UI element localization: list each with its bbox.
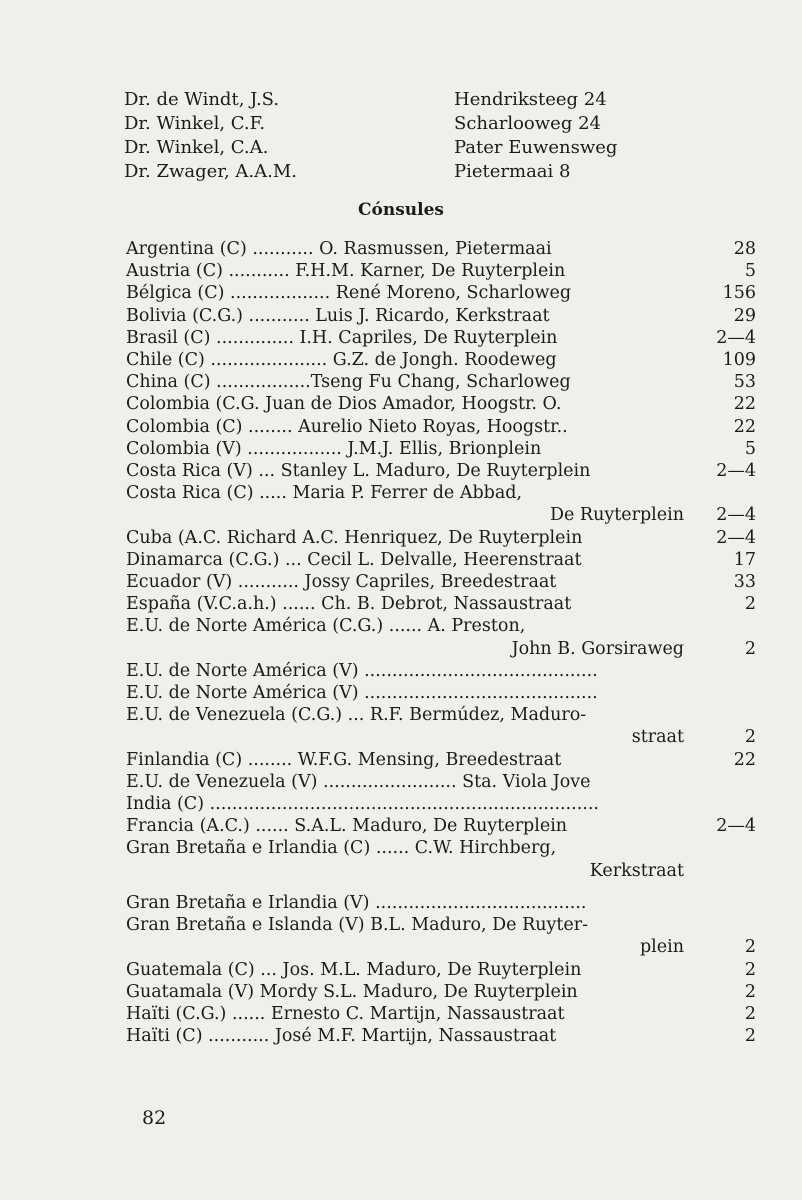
consul-row	[126, 549, 756, 571]
consul-row	[126, 660, 756, 682]
consul-house-number: 2	[744, 1003, 756, 1024]
consul-house-number: 2	[744, 594, 756, 615]
consul-entry-text: India (C) ......................................................................	[126, 794, 599, 815]
consul-row	[126, 282, 756, 304]
consul-entry-text: Colombia (C.G. Juan de Dios Amador, Hoogstr. O.	[126, 394, 562, 415]
consul-house-number: 28	[733, 239, 756, 259]
consul-row	[126, 892, 756, 914]
consul-house-number: 156	[722, 283, 756, 304]
consul-house-number: 2	[744, 937, 756, 958]
consul-house-number: 5	[744, 261, 756, 282]
consul-row	[126, 305, 756, 327]
consul-entry-text: E.U. de Venezuela (C.G.) ... R.F. Bermúdez, Maduro-	[126, 705, 587, 726]
consul-row	[126, 460, 756, 482]
consul-entry-text: Finlandia (C) ........ W.F.G. Mensing, Breedestraat	[126, 749, 562, 770]
doctor-name: Dr. Winkel, C.A.	[124, 137, 269, 158]
consul-row-continuation	[126, 936, 756, 958]
consul-row	[126, 1003, 756, 1025]
doctor-row	[124, 160, 684, 184]
consul-entry-text: Francia (A.C.) ...... S.A.L. Maduro, De Ruyterplein	[126, 816, 568, 837]
consul-row	[126, 682, 756, 704]
section-heading: Cónsules	[357, 200, 444, 220]
consul-row	[126, 704, 756, 726]
consul-row-continuation	[126, 638, 756, 660]
consul-house-number: 17	[733, 549, 756, 570]
consul-entry-text: Chile (C) ..................... G.Z. de Jongh. Roodeweg	[126, 350, 557, 371]
consul-entry-text: Costa Rica (V) ... Stanley L. Maduro, De Ruyterplein	[126, 461, 591, 482]
consul-row	[126, 438, 756, 460]
consul-entry-text: Haïti (C) ........... José M.F. Martijn, Nassaustraat	[126, 1026, 557, 1047]
consul-row	[126, 815, 756, 837]
consul-entry-text: Austria (C) ........... F.H.M. Karner, De Ruyterplein	[126, 261, 566, 282]
consul-entry-text: Haïti (C.G.) ...... Ernesto C. Martijn, Nassaustraat	[126, 1003, 565, 1024]
consul-house-number: 2	[744, 727, 756, 748]
consul-row	[126, 349, 756, 371]
consul-house-number: 22	[733, 749, 756, 770]
consul-row	[126, 393, 756, 415]
doctor-address: Pater Euwensweg	[454, 137, 618, 158]
consul-row	[126, 260, 756, 282]
consul-entry-text: China (C) .................Tseng Fu Chang, Scharloweg	[126, 372, 571, 393]
consul-row	[126, 914, 756, 936]
consul-house-number: 5	[744, 438, 756, 459]
doctor-name: Dr. Winkel, C.F.	[124, 113, 266, 134]
doctor-address: Pietermaai 8	[454, 161, 571, 182]
consul-row	[126, 771, 756, 793]
consul-entry-text: Bolivia (C.G.) ........... Luis J. Ricardo, Kerkstraat	[126, 305, 550, 326]
consul-entry-text: De Ruyterplein	[549, 505, 684, 526]
doctor-row	[124, 112, 684, 136]
consul-row-continuation	[126, 726, 756, 748]
doctor-row	[124, 88, 684, 112]
consul-entry-text: E.U. de Venezuela (V) ........................ Sta. Viola Jove	[126, 771, 591, 792]
consul-entry-text: Gran Bretaña e Irlandia (C) ...... C.W. Hirchberg,	[126, 838, 557, 859]
consul-house-number: 29	[733, 305, 756, 326]
consul-entry-text: straat	[631, 727, 684, 748]
consul-entry-text: E.U. de Norte América (V) ..........................................	[126, 660, 598, 681]
consul-house-number: 2—4	[716, 327, 756, 348]
consul-entry-text: Ecuador (V) ........... Jossy Capriles, Breedestraat	[126, 572, 557, 593]
consul-row	[126, 571, 756, 593]
consul-entry-text: E.U. de Norte América (V) ..........................................	[126, 683, 598, 704]
consul-row	[126, 593, 756, 615]
consul-entry-text: Gran Bretaña e Irlandia (V) ......................................	[126, 892, 587, 913]
consul-house-number: 2—4	[716, 527, 756, 548]
consul-row	[126, 527, 756, 549]
consul-row	[126, 981, 756, 1003]
doctor-address: Hendriksteeg 24	[454, 89, 607, 110]
consuls-list	[126, 238, 756, 1047]
consul-entry-text: Guatamala (V) Mordy S.L. Maduro, De Ruyterplein	[126, 981, 578, 1002]
consul-house-number: 2—4	[716, 505, 756, 526]
consul-house-number: 2—4	[716, 461, 756, 482]
consul-row	[126, 371, 756, 393]
consul-entry-text: Argentina (C) ........... O. Rasmussen, Pietermaai	[126, 239, 552, 259]
consul-house-number: 2—4	[716, 816, 756, 837]
consul-entry-text: Brasil (C) .............. I.H. Capriles, De Ruyterplein	[126, 327, 558, 348]
consul-house-number: 109	[722, 350, 756, 371]
consul-entry-text: Gran Bretaña e Islanda (V) B.L. Maduro, De Ruyter-	[126, 915, 589, 936]
doctor-name: Dr. de Windt, J.S.	[124, 89, 280, 110]
consul-row	[126, 416, 756, 438]
consul-row	[126, 1025, 756, 1047]
consul-house-number: 22	[733, 394, 756, 415]
consul-row	[126, 327, 756, 349]
consul-entry-text: Kerkstraat	[589, 860, 684, 881]
consul-house-number: 22	[733, 416, 756, 437]
consul-row	[126, 482, 756, 504]
consul-entry-text: Colombia (V) ................. J.M.J. Ellis, Brionplein	[126, 438, 542, 459]
consul-entry-text: plein	[639, 937, 684, 958]
consul-row	[126, 959, 756, 981]
consul-entry-text: Colombia (C) ........ Aurelio Nieto Royas, Hoogstr..	[126, 416, 568, 437]
doctor-name: Dr. Zwager, A.A.M.	[124, 161, 297, 182]
consul-entry-text: Cuba (A.C. Richard A.C. Henriquez, De Ruyterplein	[126, 527, 583, 548]
consul-house-number: 53	[733, 372, 756, 393]
consul-house-number: 2	[744, 981, 756, 1002]
consul-entry-text: Dinamarca (C.G.) ... Cecil L. Delvalle, Heerenstraat	[126, 549, 582, 570]
doctor-address: Scharlooweg 24	[454, 113, 601, 134]
consul-row	[126, 749, 756, 771]
consul-row	[126, 238, 756, 260]
page-number: 82	[142, 1107, 167, 1129]
consul-row	[126, 615, 756, 637]
consul-house-number: 33	[733, 572, 756, 593]
consul-row-continuation	[126, 504, 756, 526]
consul-entry-text: Guatemala (C) ... Jos. M.L. Maduro, De Ruyterplein	[126, 959, 582, 980]
consul-row	[126, 793, 756, 815]
doctor-row	[124, 136, 684, 160]
consul-entry-text: España (V.C.a.h.) ...... Ch. B. Debrot, Nassaustraat	[126, 594, 572, 615]
consul-entry-text: E.U. de Norte América (C.G.) ...... A. Preston,	[126, 616, 526, 637]
consul-entry-text: John B. Gorsiraweg	[511, 638, 684, 659]
consul-entry-text: Bélgica (C) .................. René Moreno, Scharloweg	[126, 283, 572, 304]
consul-house-number: 2	[744, 1026, 756, 1047]
doctors-list	[124, 88, 684, 184]
consul-house-number: 2	[744, 638, 756, 659]
consul-row	[126, 837, 756, 859]
consul-entry-text: Costa Rica (C) ..... Maria P. Ferrer de Abbad,	[126, 483, 523, 504]
consul-row-continuation	[126, 860, 756, 882]
consul-house-number: 2	[744, 959, 756, 980]
